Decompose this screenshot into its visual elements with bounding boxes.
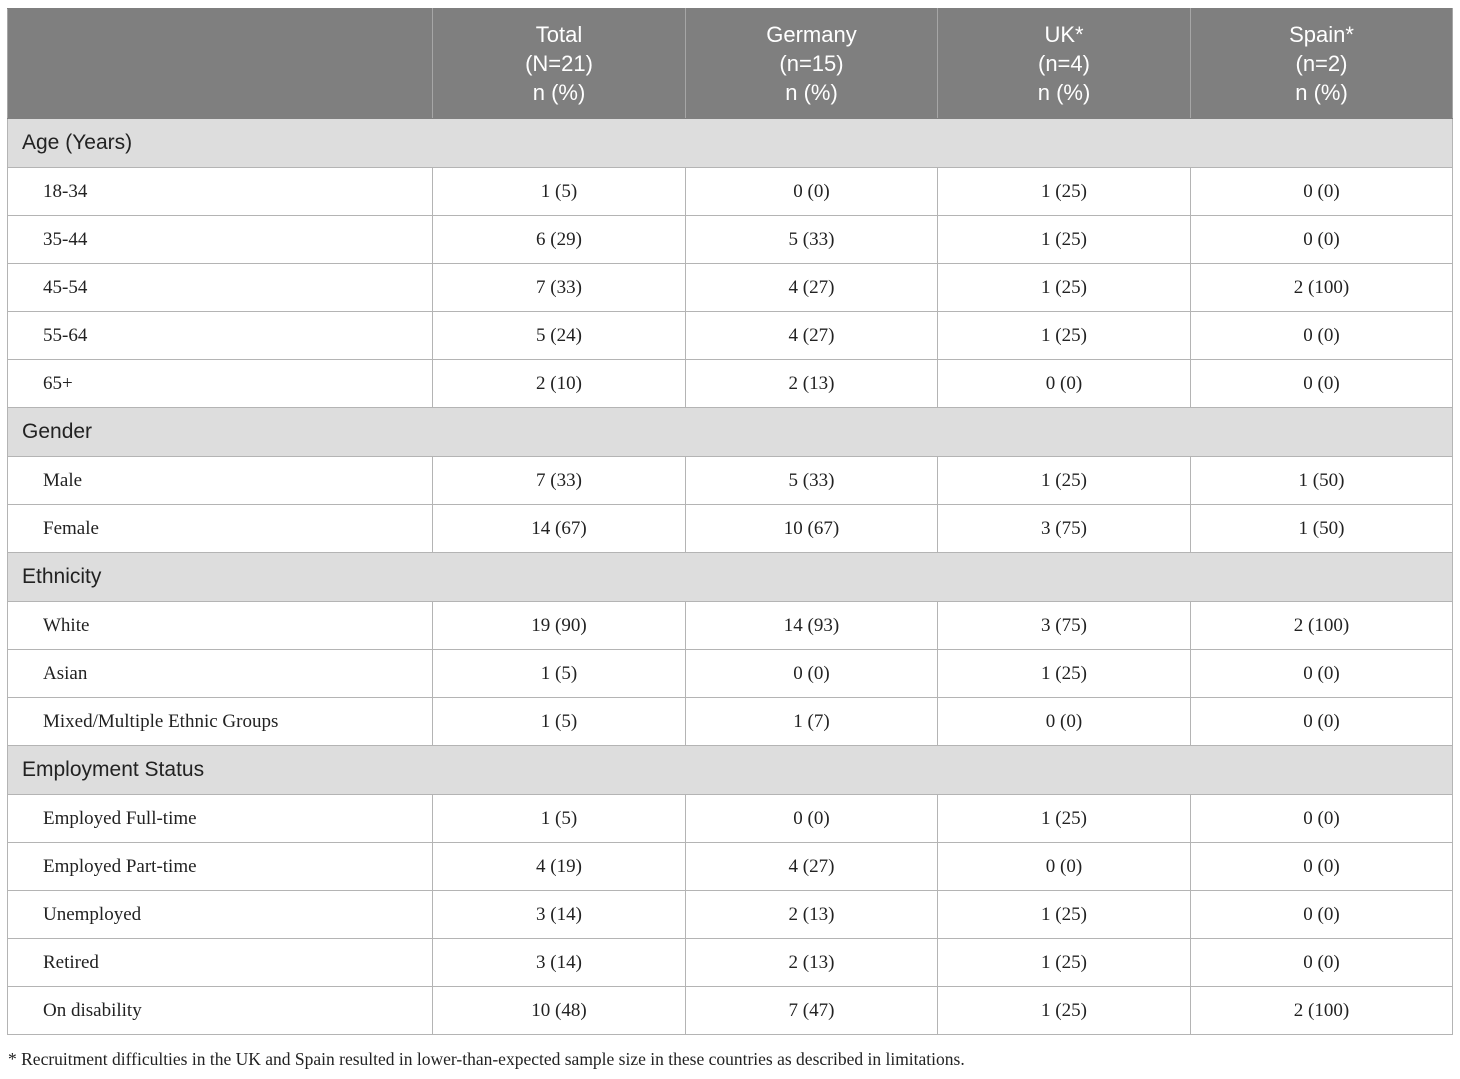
- cell-value: 14 (67): [433, 505, 686, 553]
- cell-value: 2 (13): [686, 360, 938, 408]
- cell-value: 0 (0): [1191, 360, 1453, 408]
- header-line: UK*: [1044, 22, 1084, 47]
- row-label: 18-34: [8, 168, 433, 216]
- header-line: [8, 49, 432, 78]
- table-row: [8, 312, 1453, 360]
- cell-value: 0 (0): [1191, 216, 1453, 264]
- section-title: Gender: [8, 408, 1453, 457]
- cell-value: 1 (5): [433, 650, 686, 698]
- cell-value: 1 (25): [938, 939, 1191, 987]
- table-row: [8, 216, 1453, 264]
- row-label: 65+: [8, 360, 433, 408]
- row-label: Male: [8, 457, 433, 505]
- cell-value: 0 (0): [938, 698, 1191, 746]
- cell-value: 2 (100): [1191, 987, 1453, 1035]
- demographics-table-container: [7, 8, 1452, 1035]
- header-line: n (%): [532, 80, 586, 105]
- cell-value: 14 (93): [686, 602, 938, 650]
- demographics-table: [7, 8, 1453, 1035]
- cell-value: 0 (0): [938, 843, 1191, 891]
- row-label: White: [8, 602, 433, 650]
- header-line: [8, 20, 432, 49]
- cell-value: 0 (0): [1191, 650, 1453, 698]
- cell-value: 0 (0): [1191, 891, 1453, 939]
- cell-value: 3 (75): [938, 505, 1191, 553]
- cell-value: 3 (14): [433, 891, 686, 939]
- cell-value: 1 (25): [938, 795, 1191, 843]
- header-line: (n=2): [1295, 51, 1348, 76]
- table-row: [8, 602, 1453, 650]
- header-line: (n=4): [1038, 51, 1090, 76]
- row-label: Mixed/Multiple Ethnic Groups: [8, 698, 433, 746]
- header-cell-1: [433, 9, 686, 119]
- cell-value: 1 (25): [938, 312, 1191, 360]
- section-header-row: [8, 408, 1453, 457]
- cell-value: 1 (25): [938, 168, 1191, 216]
- header-cell-2: [686, 9, 938, 119]
- cell-value: 5 (33): [686, 457, 938, 505]
- cell-value: 0 (0): [1191, 939, 1453, 987]
- cell-value: 1 (7): [686, 698, 938, 746]
- section-title: Ethnicity: [8, 553, 1453, 602]
- table-row: [8, 843, 1453, 891]
- table-row: [8, 360, 1453, 408]
- section-header-row: [8, 119, 1453, 168]
- cell-value: 0 (0): [938, 360, 1191, 408]
- row-label: Unemployed: [8, 891, 433, 939]
- row-label: On disability: [8, 987, 433, 1035]
- cell-value: 0 (0): [1191, 795, 1453, 843]
- cell-value: 3 (14): [433, 939, 686, 987]
- table-row: [8, 168, 1453, 216]
- cell-value: 19 (90): [433, 602, 686, 650]
- header-line: n (%): [785, 80, 838, 105]
- cell-value: 4 (27): [686, 843, 938, 891]
- table-footnote: * Recruitment difficulties in the UK and Spain resulted in lower-than-expected sample size in these countries as described in limitations.: [8, 1049, 965, 1069]
- cell-value: 3 (75): [938, 602, 1191, 650]
- cell-value: 2 (100): [1191, 602, 1453, 650]
- row-label: Asian: [8, 650, 433, 698]
- table-row: [8, 505, 1453, 553]
- cell-value: 0 (0): [1191, 698, 1453, 746]
- row-label: Female: [8, 505, 433, 553]
- cell-value: 1 (25): [938, 216, 1191, 264]
- header-line: (n=15): [779, 51, 844, 76]
- cell-value: 6 (29): [433, 216, 686, 264]
- table-row: [8, 987, 1453, 1035]
- header-line: Total: [535, 22, 583, 47]
- cell-value: 0 (0): [686, 795, 938, 843]
- cell-value: 4 (19): [433, 843, 686, 891]
- header-line: Germany: [766, 22, 857, 47]
- cell-value: 0 (0): [1191, 312, 1453, 360]
- cell-value: 1 (25): [938, 264, 1191, 312]
- section-header-row: [8, 746, 1453, 795]
- cell-value: 1 (5): [433, 698, 686, 746]
- cell-value: 5 (33): [686, 216, 938, 264]
- row-label: Employed Full-time: [8, 795, 433, 843]
- cell-value: 4 (27): [686, 264, 938, 312]
- cell-value: 1 (50): [1191, 457, 1453, 505]
- section-header-row: [8, 553, 1453, 602]
- table-row: [8, 795, 1453, 843]
- cell-value: 0 (0): [1191, 168, 1453, 216]
- table-row: [8, 698, 1453, 746]
- row-label: Retired: [8, 939, 433, 987]
- section-title: Age (Years): [8, 119, 1453, 168]
- table-row: [8, 650, 1453, 698]
- header-line: [8, 78, 432, 107]
- cell-value: 1 (5): [433, 795, 686, 843]
- row-label: Employed Part-time: [8, 843, 433, 891]
- header-line: n (%): [1037, 80, 1091, 105]
- section-title: Employment Status: [8, 746, 1453, 795]
- row-label: 55-64: [8, 312, 433, 360]
- cell-value: 2 (13): [686, 891, 938, 939]
- cell-value: 1 (25): [938, 457, 1191, 505]
- table-row: [8, 264, 1453, 312]
- header-line: (N=21): [525, 51, 593, 76]
- cell-value: 4 (27): [686, 312, 938, 360]
- header-cell-3: [938, 9, 1191, 119]
- cell-value: 1 (50): [1191, 505, 1453, 553]
- header-cell-blank: [8, 9, 433, 119]
- header-line: Spain*: [1289, 22, 1354, 47]
- cell-value: 0 (0): [686, 650, 938, 698]
- cell-value: 1 (25): [938, 650, 1191, 698]
- table-row: [8, 457, 1453, 505]
- table-body: [8, 119, 1453, 1035]
- table-row: [8, 891, 1453, 939]
- row-label: 45-54: [8, 264, 433, 312]
- table-header-row: [8, 9, 1453, 119]
- header-line: n (%): [1295, 80, 1348, 105]
- cell-value: 7 (47): [686, 987, 938, 1035]
- cell-value: 7 (33): [433, 264, 686, 312]
- cell-value: 1 (25): [938, 987, 1191, 1035]
- cell-value: 5 (24): [433, 312, 686, 360]
- cell-value: 10 (67): [686, 505, 938, 553]
- cell-value: 0 (0): [1191, 843, 1453, 891]
- header-cell-4: [1191, 9, 1453, 119]
- table-row: [8, 939, 1453, 987]
- cell-value: 2 (10): [433, 360, 686, 408]
- cell-value: 2 (13): [686, 939, 938, 987]
- cell-value: 1 (25): [938, 891, 1191, 939]
- cell-value: 0 (0): [686, 168, 938, 216]
- cell-value: 7 (33): [433, 457, 686, 505]
- cell-value: 2 (100): [1191, 264, 1453, 312]
- cell-value: 1 (5): [433, 168, 686, 216]
- row-label: 35-44: [8, 216, 433, 264]
- cell-value: 10 (48): [433, 987, 686, 1035]
